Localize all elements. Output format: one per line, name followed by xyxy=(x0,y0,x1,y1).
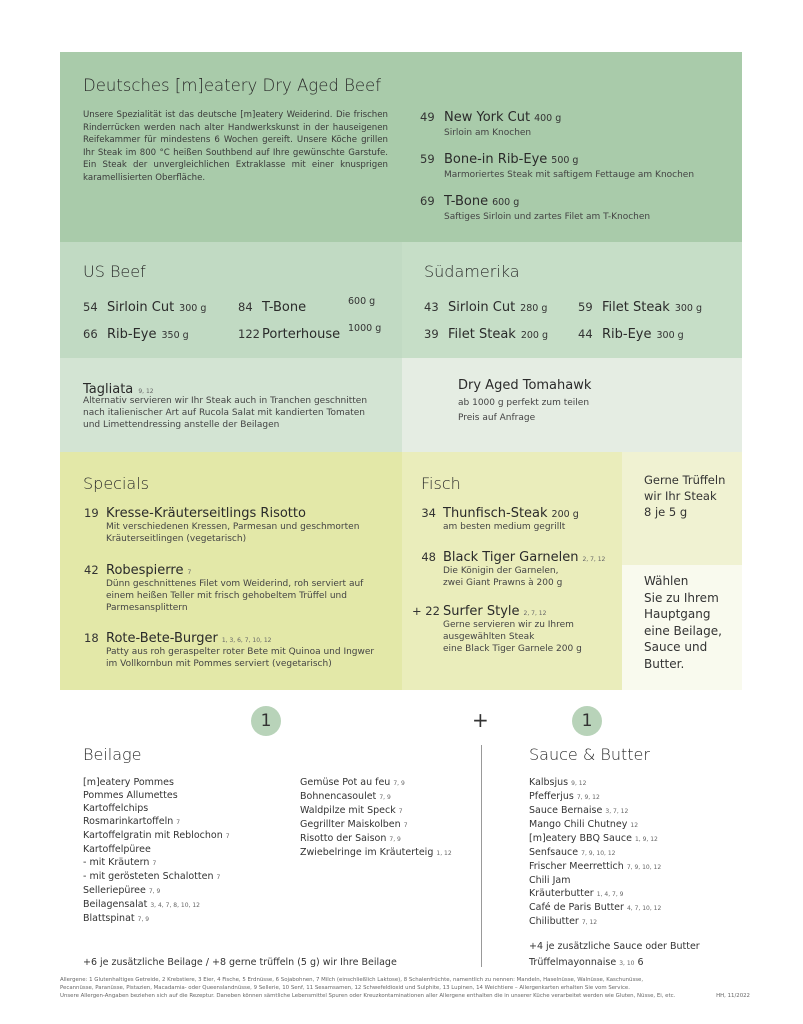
price: 44 xyxy=(578,327,593,341)
waehlen-line: Wählen xyxy=(644,574,689,588)
description-line: Kräuterseitlingen (vegetarisch) xyxy=(106,534,247,544)
allergens: 7 xyxy=(216,874,221,881)
item-name: Kresse-Kräuterseitlings Risotto xyxy=(106,506,306,521)
allergens: 9, 12 xyxy=(138,388,154,395)
item-description: Sirloin am Knochen xyxy=(444,128,532,138)
list-item xyxy=(529,874,661,887)
list-item xyxy=(300,846,452,860)
item-name: Kartoffelgratin mit Reblochon xyxy=(83,830,223,841)
allergen-footer xyxy=(60,976,750,1000)
dry-aged-section xyxy=(60,52,742,242)
price: 48 xyxy=(421,550,436,564)
menu-item xyxy=(420,148,694,181)
item-name: Sirloin Cut xyxy=(448,300,516,315)
item-name: Porterhouse xyxy=(262,327,341,342)
menu-item xyxy=(420,190,650,223)
list-item xyxy=(83,912,230,926)
item-name: Rib-Eye xyxy=(107,327,157,342)
list-item xyxy=(300,776,452,790)
allergens: 3, 4, 7, 8, 10, 12 xyxy=(150,902,200,909)
description-line: Preis auf Anfrage xyxy=(458,413,536,423)
description-line: Alternativ servieren wir Ihr Steak auch in Tranchen geschnitten xyxy=(83,396,368,406)
item-name: Gegrillter Maiskolben xyxy=(300,819,401,830)
item-name: Chili Jam xyxy=(529,875,571,886)
item-name: Tagliata xyxy=(83,382,134,397)
item-header xyxy=(412,546,605,565)
price: 18 xyxy=(84,631,99,645)
list-item xyxy=(529,832,661,846)
description-line: am besten medium gegrillt xyxy=(443,522,566,532)
list-item xyxy=(83,829,230,843)
description-line: einem heißen Teller mit frisch gehobeltem Trüffel und xyxy=(106,591,347,601)
allergens: 7, 9, 10, 12 xyxy=(581,850,616,857)
price: 122 xyxy=(238,327,260,341)
item-name: Sirloin Cut xyxy=(107,300,175,315)
price: 43 xyxy=(424,300,439,314)
allergens: 7, 12 xyxy=(581,919,598,926)
weight: 200 g xyxy=(551,509,579,520)
item-header xyxy=(84,502,359,521)
allergens: 7 xyxy=(403,822,408,829)
footer-line: Pecannüsse, Paranüsse, Pistazien, Macadamia- oder Queenslandnüsse, 9 Sellerie, 10 Senf, 11 Sesamsamen, 12 Schwefeldioxid und Sulphite, 13 Lupinen, 14 Weichtiere – Allergenkarten erhalten Sie vom Service. xyxy=(60,985,630,991)
price: 66 xyxy=(83,327,98,341)
allergens: 7, 9, 12 xyxy=(576,794,600,801)
allergens: 7, 9 xyxy=(148,888,161,895)
tomahawk-section xyxy=(402,358,742,452)
weight: 500 g xyxy=(551,155,579,166)
footer-code: HH, 11/2022 xyxy=(716,993,750,999)
allergens: 9, 12 xyxy=(571,780,587,787)
allergens: 1, 3, 6, 7, 10, 12 xyxy=(221,637,272,644)
item-name: Thunfisch-Steak xyxy=(443,506,548,521)
allergens: 3, 7, 12 xyxy=(605,808,629,815)
price: 59 xyxy=(578,300,593,314)
description-line: Die Königin der Garnelen, xyxy=(443,566,559,576)
allergens: 3, 10 xyxy=(619,960,635,967)
item-name: Café de Paris Butter xyxy=(529,902,624,913)
item-name: Bohnencasoulet xyxy=(300,791,377,802)
sudamerika-section xyxy=(402,242,742,358)
list-item xyxy=(83,843,230,856)
item-name: Rote-Bete-Burger xyxy=(106,631,218,646)
price: 42 xyxy=(84,563,99,577)
list-item xyxy=(529,818,661,832)
allergens: 7, 9 xyxy=(379,794,391,801)
price: + 22 xyxy=(412,604,440,618)
weight: 350 g xyxy=(161,330,189,341)
menu-item xyxy=(238,323,382,342)
list-item xyxy=(83,802,230,815)
item-name: Trüffelmayonnaise xyxy=(529,957,617,968)
trueffel-line: Gerne Trüffeln xyxy=(644,473,726,487)
waehlen-line: Sie zu Ihrem xyxy=(644,590,719,605)
allergens: 7 xyxy=(225,833,230,840)
weight: 300 g xyxy=(179,303,207,314)
item-header xyxy=(412,502,579,521)
section-title: Specials xyxy=(83,474,149,493)
list-item xyxy=(83,776,230,789)
list-item xyxy=(83,815,230,829)
menu-item xyxy=(84,627,374,670)
item-description: Saftiges Sirloin und zartes Filet am T-Knochen xyxy=(444,212,651,222)
description-line: und Limettendressing anstelle der Beilagen xyxy=(83,420,280,430)
footer-line: Unsere Allergen-Angaben beziehen sich auf die Rezeptur. Daneben können sämtliche Lebensmittel Spuren oder Kreuzkontaminationen aller Allergene enthalten die in unserer Küche verarbeitet werden wie Gluten, Nüsse, Ei, etc. xyxy=(60,993,676,999)
allergens: 4, 7, 10, 12 xyxy=(626,905,662,912)
item-name: Filet Steak xyxy=(448,327,516,342)
item-name: Senfsauce xyxy=(529,847,579,858)
menu-item xyxy=(412,546,605,589)
allergens: 2, 7, 12 xyxy=(582,556,606,563)
specials-section xyxy=(60,452,402,690)
waehlen-line: Butter. xyxy=(644,656,685,671)
allergens: 2, 7, 12 xyxy=(523,610,547,617)
price: 34 xyxy=(421,506,436,520)
weight: 300 g xyxy=(656,330,684,341)
beilage-note: +6 je zusätzliche Beilage / +8 gerne trüffeln (5 g) wir Ihre Beilage xyxy=(83,957,397,968)
section-title: Deutsches [m]eatery Dry Aged Beef xyxy=(83,76,381,95)
description-line: zwei Giant Prawns à 200 g xyxy=(443,578,563,588)
weight: 600 g xyxy=(348,296,376,307)
price: 39 xyxy=(424,327,439,341)
divider xyxy=(481,745,482,967)
waehlen-line: Hauptgang xyxy=(644,607,711,621)
trueffel-price: 8 je 5 g xyxy=(644,505,688,519)
price: 6 xyxy=(637,957,644,968)
item-name: Filet Steak xyxy=(602,300,670,315)
item-name: Kartoffelchips xyxy=(83,803,149,814)
list-item xyxy=(529,887,661,901)
allergens: 1, 9, 12 xyxy=(634,836,658,843)
allergens: 7 xyxy=(176,819,181,826)
list-item xyxy=(529,776,661,790)
list-item xyxy=(300,790,452,804)
menu-item xyxy=(84,502,359,545)
item-name: Kalbsjus xyxy=(529,777,569,788)
list-item xyxy=(83,789,230,802)
price: 19 xyxy=(84,506,99,520)
waehlen-line: eine Beilage, xyxy=(644,623,722,638)
item-header xyxy=(84,559,363,578)
item-header xyxy=(412,600,582,619)
list-item xyxy=(300,804,452,818)
trueffelmayo-item xyxy=(529,956,644,970)
description-line: Mit verschiedenen Kressen, Parmesan und geschmorten xyxy=(106,522,360,532)
item-name: [m]eatery BBQ Sauce xyxy=(529,833,632,844)
menu-item xyxy=(83,296,206,315)
item-name: - mit Kräutern xyxy=(83,857,150,868)
price: 69 xyxy=(420,194,435,208)
item-name: Gemüse Pot au feu xyxy=(300,777,391,788)
item-name: Black Tiger Garnelen xyxy=(443,550,579,565)
list-item xyxy=(83,870,230,884)
list-item xyxy=(83,856,230,870)
menu-item xyxy=(420,106,561,139)
list-item xyxy=(83,898,230,912)
allergens: 7, 9 xyxy=(389,836,401,843)
item-name: [m]eatery Pommes xyxy=(83,777,174,788)
allergens: 7 xyxy=(152,860,157,867)
description-line: Patty aus roh geraspelter roter Bete mit Quinoa und Ingwer xyxy=(106,647,375,657)
beilage-count-badge: 1 xyxy=(251,706,281,736)
menu-item xyxy=(424,323,548,342)
allergens: 1, 4, 7, 9 xyxy=(596,891,624,898)
item-name: T-Bone xyxy=(262,300,307,315)
item-name: T-Bone xyxy=(444,194,489,209)
waehlen-line: Sauce und xyxy=(644,640,708,654)
weight: 600 g xyxy=(492,197,520,208)
item-name: Beilagensalat xyxy=(83,899,148,910)
trueffel-line: wir Ihr Steak xyxy=(644,489,717,503)
menu-item xyxy=(412,600,582,655)
menu-item xyxy=(578,296,702,315)
price: 54 xyxy=(83,300,98,314)
description-line: ab 1000 g perfekt zum teilen xyxy=(458,398,590,408)
item-name: Surfer Style xyxy=(443,604,520,619)
section-title: Südamerika xyxy=(424,262,520,281)
item-name: Frischer Meerrettich xyxy=(529,861,624,872)
item-name: Pfefferjus xyxy=(529,791,574,802)
item-name: Zwiebelringe im Kräuterteig xyxy=(300,847,434,858)
description-line: ausgewählten Steak xyxy=(443,632,535,642)
allergens: 7, 9, 10, 12 xyxy=(626,864,662,871)
weight: 280 g xyxy=(520,303,548,314)
item-name: Selleriepüree xyxy=(83,885,146,896)
item-name: Kartoffelpüree xyxy=(83,844,151,855)
allergens: 7, 9 xyxy=(137,916,150,923)
plus-sign: + xyxy=(472,708,489,732)
description-line: Gerne servieren wir zu Ihrem xyxy=(443,620,574,630)
fisch-section xyxy=(402,452,622,690)
allergens: 12 xyxy=(630,822,639,829)
item-name: Robespierre xyxy=(106,563,184,578)
sauce-note: +4 je zusätzliche Sauce oder Butter xyxy=(529,941,700,952)
item-name: - mit gerösteten Schalotten xyxy=(83,871,214,882)
allergens: 7, 9 xyxy=(393,780,405,787)
section-title: US Beef xyxy=(83,262,146,281)
weight: 400 g xyxy=(534,113,562,124)
allergens: 7 xyxy=(398,808,403,815)
item-name: Rosmarinkartoffeln xyxy=(83,816,174,827)
allergens: 1, 12 xyxy=(436,850,452,857)
item-name: Risotto der Saison xyxy=(300,833,387,844)
price: 49 xyxy=(420,110,435,124)
list-item xyxy=(529,790,661,804)
menu-item xyxy=(424,296,547,315)
description-line: im Vollkornbun mit Pommes serviert (vegetarisch) xyxy=(106,659,332,669)
list-item xyxy=(529,901,661,915)
item-name: Mango Chili Chutney xyxy=(529,819,628,830)
us-beef-section xyxy=(60,242,402,358)
item-name: Rib-Eye xyxy=(602,327,652,342)
weight: 1000 g xyxy=(348,323,382,334)
item-name: Bone-in Rib-Eye xyxy=(444,152,548,167)
list-item xyxy=(300,818,452,832)
weight: 300 g xyxy=(674,303,703,314)
sauce-title: Sauce & Butter xyxy=(529,745,650,764)
menu-item xyxy=(578,323,684,342)
item-name: Sauce Bernaise xyxy=(529,805,603,816)
price: 59 xyxy=(420,152,435,166)
item-name: New York Cut xyxy=(444,110,531,125)
menu-item xyxy=(84,559,363,614)
tagliata-section xyxy=(60,358,402,452)
list-item xyxy=(83,884,230,898)
menu-item xyxy=(412,502,579,533)
footer-line: Allergene: 1 Glutenhaltiges Getreide, 2 Krebstiere, 3 Eier, 4 Fische, 5 Erdnüsse, 6 Sojabohnen, 7 Milch (einschließlich Laktose), 8 Schalenfrüchte, namentlich zu nennen: Mandeln, Haselnüsse, Walnüsse, Kaschunüsse, xyxy=(60,977,644,983)
item-name: Pommes Allumettes xyxy=(83,790,178,801)
item-name: Kräuterbutter xyxy=(529,888,594,899)
sauce-count-badge: 1 xyxy=(572,706,602,736)
menu-item xyxy=(83,323,189,342)
item-name: Chilibutter xyxy=(529,916,579,927)
list-item xyxy=(529,915,661,929)
item-name: Dry Aged Tomahawk xyxy=(458,378,592,393)
menu-item xyxy=(238,296,376,315)
trueffel-box xyxy=(622,452,742,565)
allergens: 7 xyxy=(187,569,192,576)
waehlen-box xyxy=(622,565,742,690)
description-line: Parmesansplittern xyxy=(106,603,188,613)
item-header xyxy=(84,627,374,646)
item-name: Waldpilze mit Speck xyxy=(300,805,396,816)
item-description: Marmoriertes Steak mit saftigem Fettauge am Knochen xyxy=(444,170,695,180)
list-item xyxy=(529,804,661,818)
section-title: Fisch xyxy=(421,474,461,493)
section-description: Unsere Spezialität ist das deutsche [m]eatery Weiderind. Die frischen Rinderrücken werden nach alter Handwerkskunst in der hauseigenen Reifekammer für mindestens 6 Wochen gereift. Unsere Köche grillen Ihr Steak im 800 °C heißen Southbend auf Ihre gewünschte Garstufe. Ein Steak der unvergleichlichen Extraklasse mit einer knusprigen karamellisierten Oberfläche. xyxy=(83,110,388,183)
item-name: Blattspinat xyxy=(83,913,135,924)
description-line: nach italienischer Art auf Rucola Salat mit kandierten Tomaten xyxy=(83,408,366,418)
list-item xyxy=(529,860,661,874)
list-item xyxy=(300,832,452,846)
description-line: Dünn geschnittenes Filet vom Weiderind, roh serviert auf xyxy=(106,579,364,589)
beilage-title: Beilage xyxy=(83,745,142,764)
price: 84 xyxy=(238,300,253,314)
list-item xyxy=(529,846,661,860)
description-line: eine Black Tiger Garnele 200 g xyxy=(443,644,582,654)
weight: 200 g xyxy=(520,330,549,341)
